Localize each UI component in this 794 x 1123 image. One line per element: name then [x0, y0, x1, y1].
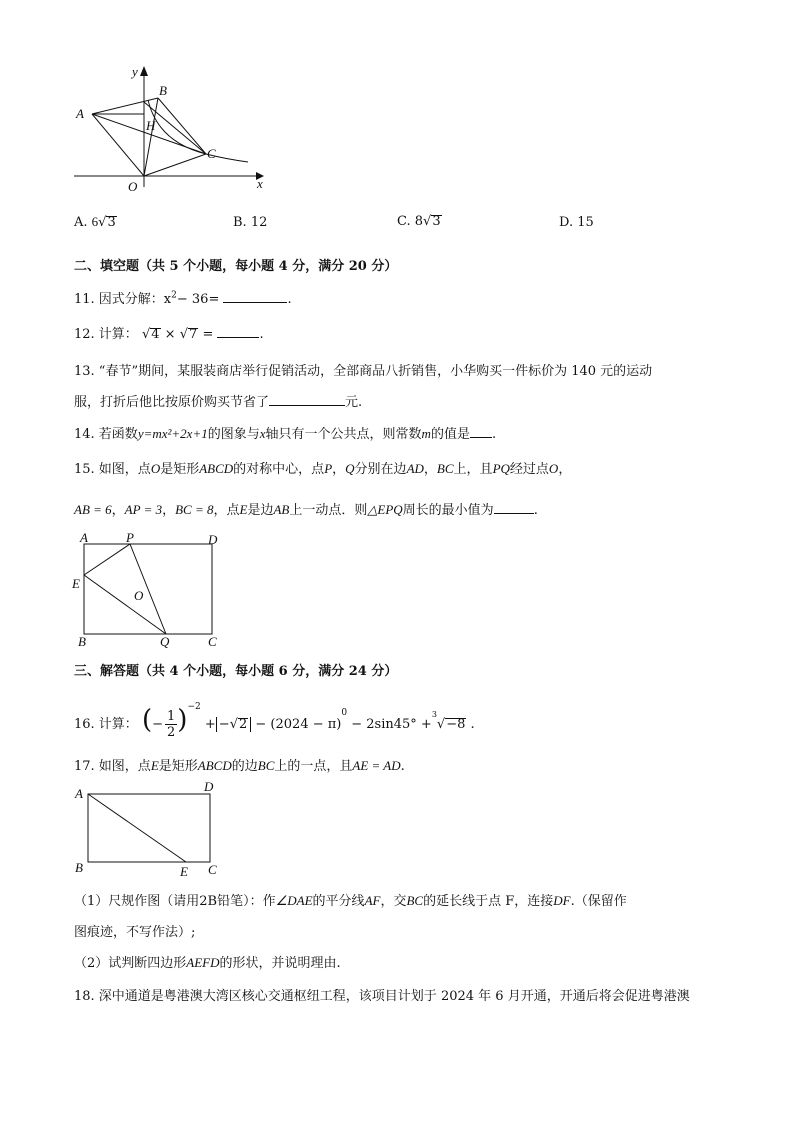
q17-part1-line2: 图痕迹，不写作法）;: [74, 925, 196, 940]
fig15-label-Q: Q: [160, 634, 170, 649]
option-c-label: C.: [397, 214, 411, 229]
q15-text-1: 15. 如图，点: [74, 462, 151, 477]
section2-title: 二、填空题（共 5 个小题，每小题 4 分，满分 20 分）: [74, 259, 398, 274]
q17-BC: BC: [257, 758, 275, 773]
fig17-label-C: C: [208, 862, 217, 877]
q15-triangle: △EPQ: [367, 502, 403, 517]
q15-comma-4: ，: [111, 503, 125, 518]
q15-AB: AB: [273, 502, 290, 517]
q17-stem: [74, 755, 405, 774]
option-a-radicand: 3: [107, 215, 116, 230]
q15-O-2: O: [548, 461, 559, 476]
q16-expr2: − (2024 − π): [255, 717, 342, 732]
q17-1-text-c: ，交: [380, 894, 407, 909]
q11-text: 11. 因式分解：x: [74, 292, 172, 307]
fig10-label-x: x: [257, 176, 263, 191]
q17-1-text-a: （1）尺规作图（请用2B铅笔）：作: [74, 894, 276, 909]
q17-text-1: 17. 如图，点: [74, 759, 151, 774]
q15-figure: [70, 530, 230, 652]
q15-AP-value: AP = 3: [124, 502, 163, 517]
q13-line2-a: 服，打折后他比按原价购买节省了: [74, 395, 270, 410]
q15-Q: Q: [345, 461, 355, 476]
q17-part1-line1: [74, 890, 627, 909]
q15-comma-3: ，: [558, 462, 572, 477]
fig17-label-A: A: [75, 786, 83, 801]
q12-eq: =: [202, 327, 214, 342]
q17-1-text-d: 的延长线于点 F，连接: [423, 894, 554, 909]
q17-text-3: 的边: [231, 759, 258, 774]
q14-mid2: 轴只有一个公共点，则常数: [265, 427, 422, 442]
q16-abs-radicand: 2: [238, 717, 248, 732]
q10-option-b: B. 12: [233, 215, 268, 230]
fig15-label-P: P: [126, 530, 134, 545]
fig15-label-D: D: [208, 532, 218, 547]
q11: [74, 288, 292, 307]
q16-frac-num: 1: [167, 709, 176, 724]
fig15-label-E: E: [72, 576, 80, 591]
q15-end: .: [533, 503, 538, 518]
q17-equation: AE = AD: [352, 758, 401, 773]
q17-1-AF: AF: [364, 893, 381, 908]
q11-sup: 2: [171, 290, 177, 301]
q17-1-text-e: .（保留作: [570, 894, 627, 909]
q16-cube-radicand: −8: [446, 717, 466, 732]
option-a-coef: 6: [91, 214, 99, 229]
q15-comma-2: ，: [423, 462, 437, 477]
q12-prefix: 12. 计算：: [74, 327, 138, 342]
q17-1-text-b: 的平分线: [312, 894, 365, 909]
q16-cube-index: 3: [431, 709, 437, 719]
q15-E: E: [239, 502, 248, 517]
option-c-radicand: 3: [432, 214, 441, 229]
fig15-label-C: C: [208, 634, 217, 649]
q15-line2: [74, 499, 538, 518]
q16: 16. 计算： (− $\frac{1}{2}$ )$^{-2} + -√2 - (2024 - \pi)^0 - 2\sin 45^\circ +^3√-8$ .: [74, 701, 475, 740]
q17-1-angle: ∠DAE: [275, 893, 313, 908]
fig10-label-A: A: [76, 106, 84, 121]
q17-part2: [74, 952, 341, 971]
q13-line2: [74, 391, 362, 410]
q15-text-9: 上一动点．则: [289, 503, 368, 518]
q15-PQ: PQ: [492, 461, 510, 476]
q17-1-BC: BC: [406, 893, 424, 908]
q12-radicand-b: 7: [189, 327, 198, 342]
q14-prefix: 14. 若函数: [74, 427, 138, 442]
q14-mid: 的图象与: [207, 427, 260, 442]
option-c-coef: 8: [414, 214, 424, 229]
q17-end: .: [400, 759, 405, 774]
q12-end: .: [259, 327, 264, 342]
q13-line1: 13. “春节”期间，某服装商店举行促销活动，全部商品八折销售，小华购买一件标价为 140 元的运动: [74, 364, 653, 379]
fig10-label-y: y: [132, 64, 138, 79]
q10-option-c: C. 8√3: [397, 214, 441, 229]
fig15-label-O: O: [134, 588, 144, 603]
fig10-label-B: B: [159, 83, 167, 98]
fig10-label-C: C: [207, 146, 216, 161]
q15-BC: BC: [436, 461, 454, 476]
q15-text-6: 经过点: [509, 462, 549, 477]
q16-end: .: [470, 717, 475, 732]
q16-exponent: −2: [187, 701, 201, 712]
q11-rest: − 36=: [176, 292, 220, 307]
q11-end: .: [287, 292, 292, 307]
q16-frac-den: 2: [167, 725, 176, 740]
q16-abs-sign: −: [218, 717, 230, 732]
q15-P: P: [324, 461, 333, 476]
q15-line1: [74, 458, 571, 477]
q12-radicand-a: 4: [151, 327, 160, 342]
q15-text-2: 是矩形: [160, 462, 200, 477]
q17-2-text-b: 的形状，并说明理由.: [219, 956, 341, 971]
q15-comma-1: ，: [332, 462, 346, 477]
q12: 12. 计算： √4 × √7 = .: [74, 327, 264, 342]
q13-line2-b: 元.: [345, 395, 363, 410]
fig17-label-E: E: [180, 864, 188, 878]
q16-neg: −: [152, 717, 164, 732]
q15-answer-blank[interactable]: [494, 501, 534, 514]
q14-dot: .: [491, 427, 497, 442]
q10-figure: [66, 62, 276, 197]
q15-AD: AD: [406, 461, 424, 476]
q16-expr3: − 2sin45° +: [351, 717, 432, 732]
q15-text-3: 的对称中心，点: [233, 462, 325, 477]
q11-answer-blank[interactable]: [223, 290, 287, 303]
q15-O: O: [150, 461, 161, 476]
q15-text-10: 周长的最小值为: [402, 503, 494, 518]
q17-ABCD: ABCD: [197, 758, 232, 773]
q15-ABCD: ABCD: [199, 461, 234, 476]
q17-text-2: 是矩形: [158, 759, 198, 774]
q10-option-d: D. 15: [559, 215, 594, 230]
q14-end: 的值是: [430, 427, 470, 442]
q17-text-4: 上的一点，且: [274, 759, 353, 774]
q15-comma-5: ，: [162, 503, 176, 518]
q10-option-a: A. 6√3: [74, 214, 116, 230]
q16-sup0: 0: [341, 707, 348, 718]
fig10-label-H: H: [146, 118, 156, 133]
q17-2-text-a: （2）试判断四边形: [74, 956, 187, 971]
section3-title: 三、解答题（共 4 个小题，每小题 6 分，满分 24 分）: [74, 664, 398, 679]
q15-text-4: 分别在边: [354, 462, 407, 477]
fig17-label-B: B: [75, 860, 83, 875]
q17-figure: [70, 780, 230, 878]
fig15-label-B: B: [78, 634, 86, 649]
q15-text-8: 是边: [247, 503, 274, 518]
fig17-label-D: D: [204, 780, 214, 794]
q14: [74, 423, 496, 442]
q15-text-7: ，点: [213, 503, 240, 518]
q15-BC-value: BC = 8: [175, 502, 214, 517]
option-a-label: A.: [74, 215, 88, 230]
q15-AB-value: AB = 6: [74, 502, 112, 517]
fig10-label-O: O: [128, 179, 138, 194]
q17-1-DF: DF: [553, 893, 571, 908]
q14-func: y=mx²+2x+1: [137, 426, 208, 441]
q13-answer-blank[interactable]: [269, 393, 345, 406]
q17-E: E: [150, 758, 159, 773]
q12-times: ×: [164, 327, 176, 342]
q16-expr1: +: [204, 717, 216, 732]
q16-prefix: 16. 计算：: [74, 717, 138, 732]
fig15-label-A: A: [80, 530, 88, 545]
q17-2-quadrilateral: AEFD: [186, 955, 220, 970]
q14-x: x: [259, 426, 266, 441]
q14-answer-blank[interactable]: [470, 425, 492, 438]
q18-line1: 18. 深中通道是粤港澳大湾区核心交通枢纽工程，该项目计划于 2024 年 6 月开通，开通后将会促进粤港澳: [74, 989, 690, 1004]
q15-text-5: 上，且: [453, 462, 493, 477]
q12-answer-blank[interactable]: [217, 325, 259, 338]
q14-m: m: [421, 426, 431, 441]
